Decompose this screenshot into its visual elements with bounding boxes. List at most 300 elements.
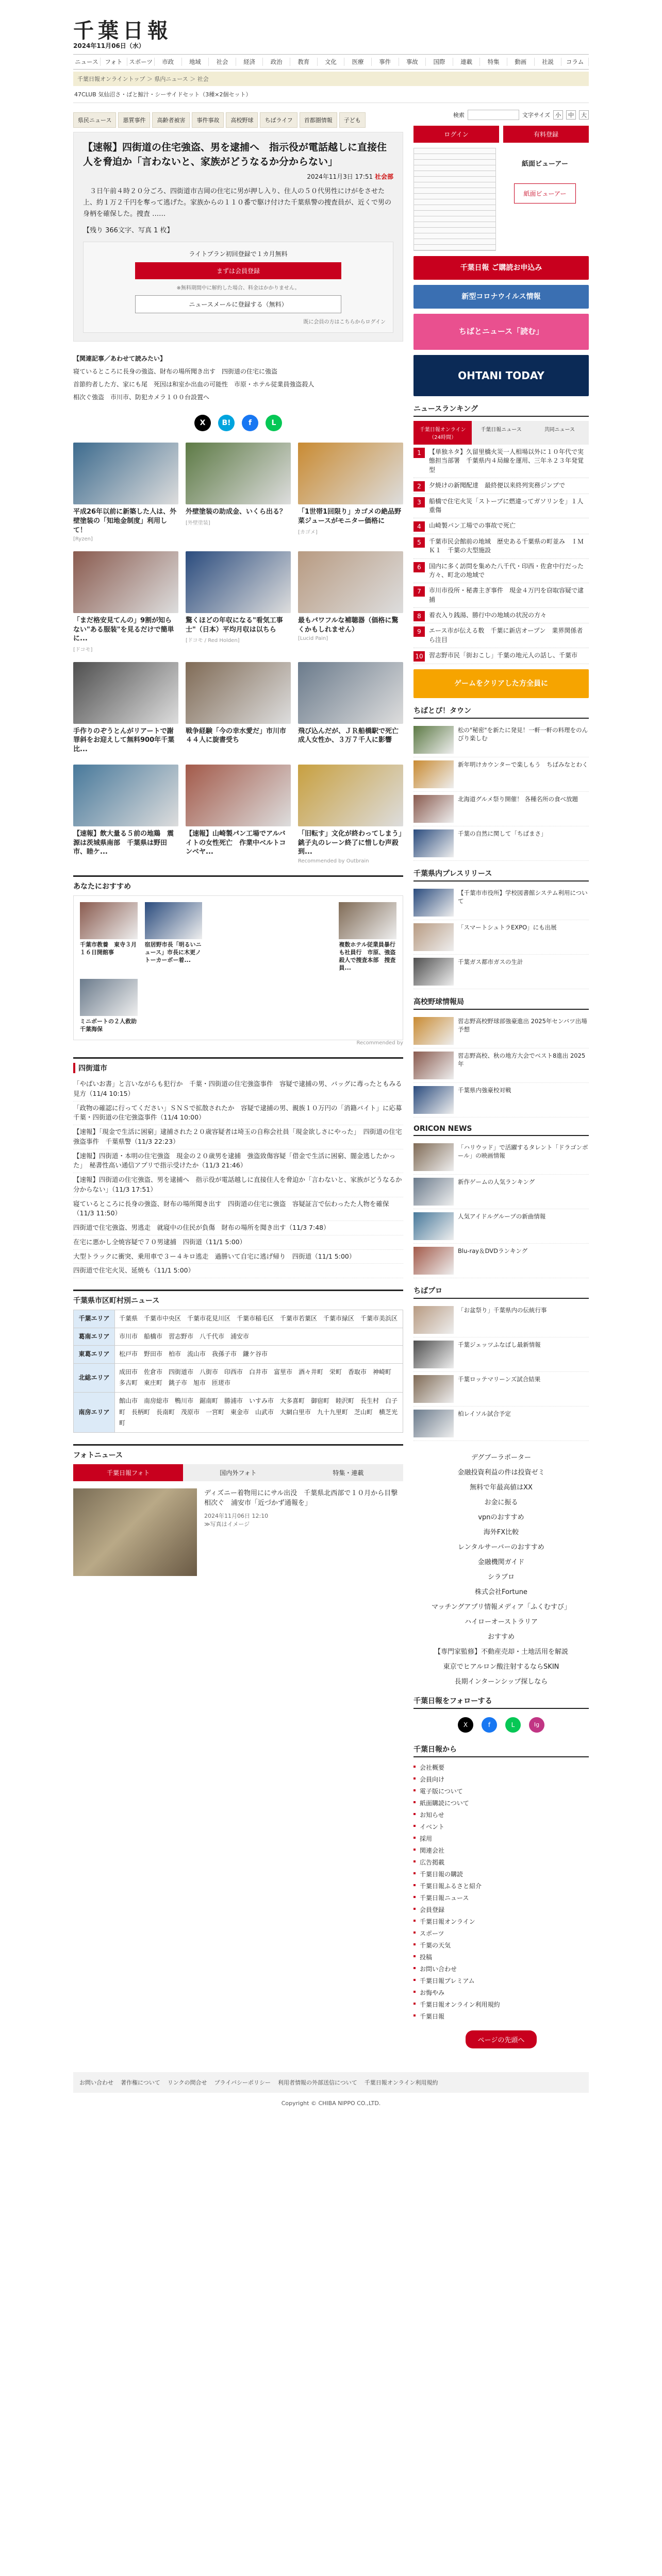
footer-link[interactable]: 利用者情報の外部送信について — [278, 2079, 357, 2086]
nav-item[interactable]: 教育 — [290, 58, 318, 66]
sponsored-card[interactable] — [186, 662, 291, 756]
font-medium-button[interactable]: 中 — [566, 110, 576, 120]
area-cities[interactable]: 館山市 南房総市 鴨川市 鋸南町 勝浦市 いすみ市 大多喜町 御宿町 睦沢町 長生村 白子町 長柄町 長南町 茂原市 一宮町 東金市 山武市 大網白里市 九十九里町 芝山町 横芝光町 — [115, 1393, 403, 1433]
area-name: 北総エリア — [74, 1363, 115, 1392]
card-title[interactable]: 最もパワフルな補聴器（価格に驚くかもしれません） — [298, 617, 399, 634]
recommend-section — [73, 875, 403, 1046]
news-list-item[interactable]: 在宅に悪かし全焼容疑で７０男逮捕 四街道（11/1 5:00） — [73, 1235, 403, 1250]
publication-link[interactable]: 採用 — [413, 1833, 589, 1844]
recommend-image — [80, 979, 138, 1016]
publication-link[interactable]: 会員向け — [413, 1773, 589, 1785]
publication-link[interactable]: 千葉の天気 — [413, 1939, 589, 1951]
newsletter-button[interactable]: ニュースメールに登録する（無料） — [135, 295, 341, 313]
sidebar — [413, 108, 589, 2057]
area-row — [74, 1363, 403, 1392]
sponsored-grid — [73, 443, 406, 865]
article-meta — [83, 172, 393, 181]
chiba_town-item[interactable] — [413, 757, 589, 792]
recommend-title[interactable]: 千葉市教養 東寺３月１６日開館事 — [80, 941, 137, 956]
oricon-title[interactable]: 新作ゲームの人気ランキング — [458, 1178, 535, 1185]
chiba_town-item[interactable] — [413, 723, 589, 757]
chibapro-item[interactable] — [413, 1372, 589, 1406]
sponsored-card[interactable] — [73, 443, 178, 542]
search-label: 検索 — [453, 112, 465, 118]
ranking-title[interactable]: 【単独ネタ】久留里橋火災一人相場以外に１０年代で実態担当部署 千葉県内４局線を運用、三年ネ２３年発覚型 — [429, 448, 584, 473]
card-title[interactable]: 驚くほどの年収になる"看気工事士"（日本）平均月収は以ちら — [186, 617, 283, 634]
paywall — [83, 242, 393, 333]
card-source: [ドコモ] — [73, 647, 93, 653]
paywall-intro: ライトプラン初回登録で１カ月無料 — [189, 250, 288, 258]
related-link[interactable]: 首節約者した方、家にも尾 死因は和室か出血の可能性 市原・ホテル従業員強盗殺人 — [73, 381, 315, 388]
publication-link[interactable]: 千葉日報ふるさと紹介 — [413, 1880, 589, 1892]
card-image — [73, 443, 178, 504]
footer-link[interactable]: プライバシーポリシー — [214, 2079, 271, 2086]
municipal-heading: 千葉県市区町村別ニュース — [73, 1297, 160, 1306]
publication-link[interactable]: 千葉日報オンライン — [413, 1916, 589, 1927]
press-item[interactable] — [413, 920, 589, 955]
instagram-follow-icon[interactable]: Ig — [529, 1717, 544, 1733]
news-list-item[interactable]: 四街道で住宅火災、延焼も（11/1 5:00） — [73, 1264, 403, 1278]
topic-tag[interactable]: 高校野球 — [226, 112, 258, 128]
chiba_town-title[interactable]: 千葉の自然に関して「ちばまさ」 — [458, 829, 547, 837]
nav-item[interactable]: 国際 — [426, 58, 453, 66]
publication-link[interactable]: 関連会社 — [413, 1844, 589, 1856]
chibapro-item[interactable] — [413, 1406, 589, 1441]
recommend-item[interactable] — [145, 902, 203, 972]
press-item[interactable] — [413, 886, 589, 920]
card-image — [186, 662, 291, 724]
sponsored-card[interactable] — [298, 662, 406, 756]
oricon-item[interactable] — [413, 1140, 589, 1175]
ranking-tab[interactable]: 共同ニュース — [531, 421, 589, 445]
main-column — [73, 108, 409, 2057]
area-cities[interactable]: 成田市 佐倉市 四街道市 八街市 印西市 白井市 富里市 酒々井町 栄町 香取市 神崎町 多古町 東庄町 銚子市 旭市 匝瑳市 — [115, 1363, 403, 1392]
area-cities[interactable]: 市川市 船橋市 習志野市 八千代市 浦安市 — [115, 1328, 403, 1346]
sponsored-card[interactable] — [186, 551, 291, 653]
recommend-item[interactable] — [80, 902, 138, 972]
card-source: [Lucid Pain] — [298, 636, 328, 642]
chibato-banner[interactable]: ちばとニュース「読む」 — [413, 314, 589, 350]
ranking-title[interactable]: エース市が伝える数 千葉に新店オープン 業界関係者ら注目 — [429, 627, 583, 643]
card-title[interactable]: 平成26年以前に新築した人は、外壁塗装の「知地金制度」利用して！ — [73, 508, 177, 534]
ranking-item[interactable] — [413, 623, 589, 648]
photo-tab[interactable]: 千葉日報フォト — [73, 1464, 183, 1481]
card-title[interactable]: 「1世帯1回限り」カゴメの絶品野菜ジュースがモニター価格に — [298, 508, 402, 526]
article-remaining: 【残り 366文字、写真 1 枚】 — [83, 227, 174, 235]
epaper-button[interactable]: 紙面ビューアー — [514, 183, 576, 204]
share-buttons — [73, 415, 403, 431]
chibapro-thumb — [413, 1410, 454, 1437]
publication-link[interactable]: お問い合わせ — [413, 1963, 589, 1975]
article-author[interactable]: 社会部 — [374, 173, 393, 181]
area-cities[interactable]: 千葉県 千葉市中央区 千葉市花見川区 千葉市稲毛区 千葉市若葉区 千葉市緑区 千葉市美浜区 — [115, 1310, 403, 1328]
koshien-thumb — [413, 1052, 454, 1079]
photo-caption[interactable]: ディズニー着物用ににサル出没 千葉県北西部で１０月から目撃相次ぐ 浦安市「近づかず通報を」 — [204, 1489, 398, 1507]
nav-item[interactable]: 文化 — [318, 58, 345, 66]
area-row — [74, 1393, 403, 1433]
nav-item[interactable]: 社説 — [535, 58, 562, 66]
ranking-title[interactable]: 千葉市民会館前の地域 歴史ある千葉県の町並み ＩＭＫ１ 千葉の大型施設 — [429, 537, 584, 554]
partner-link[interactable]: デグブーラポーター — [471, 1453, 532, 1462]
partner-link[interactable]: 東京でヒアルロン酸注射するならSKIN — [443, 1663, 559, 1671]
publication-link[interactable]: 千葉日報ニュース — [413, 1892, 589, 1904]
subscribe-banner[interactable]: 千葉日報 ご購読お申込み — [413, 256, 589, 280]
publication-link[interactable]: 紙面購読について — [413, 1797, 589, 1809]
global-nav — [73, 54, 589, 70]
card-title[interactable]: 外壁塗装の助成金、いくら出る？ — [186, 508, 287, 516]
chiba_town-title[interactable]: 北海道グルメ祭り開催！ 各種名所の食べ放題 — [458, 795, 578, 803]
oricon-item[interactable] — [413, 1209, 589, 1244]
card-source: Recommended by Outbrain — [298, 858, 369, 865]
topic-tag[interactable]: 首都圏情報 — [300, 112, 337, 128]
card-image — [186, 551, 291, 613]
font-size-label: 文字サイズ — [522, 112, 550, 118]
news-list-item[interactable]: 【速報】四街道・本明の住宅強盗 現金の２０歳男を逮捕 強盗致傷容疑「借金で生活に困窮、闇金逃したかった」 秘書性高い通信アプリで指示受けたか（11/3 21:46） — [73, 1149, 403, 1174]
publication-link[interactable]: 投稿 — [413, 1951, 589, 1963]
card-title[interactable]: 【速報】山崎製パン工場でアルバイトの女性死亡 作業中ベルトコンベヤ... — [186, 830, 286, 856]
nav-item[interactable]: スポーツ — [127, 58, 155, 66]
search-input[interactable] — [468, 110, 519, 120]
ranking-title[interactable]: 市川市役所・秘書主ぎ事件 現金４万円を窃取容疑で逮捕 — [429, 587, 584, 603]
sponsored-card[interactable] — [73, 551, 178, 653]
partner-link[interactable]: シラブロ — [487, 1573, 515, 1581]
oricon-thumb — [413, 1212, 454, 1240]
news-list-item[interactable]: 四街道で住宅強盗、男逃走 就寝中の住民が負傷 財布の場所を聞き出す（11/3 7:48） — [73, 1221, 403, 1235]
publication-link[interactable]: 千葉日報の購読 — [413, 1868, 589, 1880]
recommend-item[interactable] — [209, 979, 267, 1033]
rank-number: 9 — [413, 626, 425, 637]
sponsored-card[interactable] — [73, 662, 178, 756]
koshien-thumb — [413, 1017, 454, 1045]
ranking-item[interactable] — [413, 534, 589, 559]
partner-link[interactable]: レンタルサーバーのおすすめ — [458, 1543, 544, 1551]
koshien-item[interactable] — [413, 1048, 589, 1083]
x-share-icon[interactable]: X — [194, 415, 211, 431]
recommend-item[interactable] — [274, 902, 332, 972]
rank-number: 2 — [413, 481, 425, 492]
nav-item[interactable]: フォト — [101, 58, 128, 66]
oricon-thumb — [413, 1143, 454, 1171]
card-title[interactable]: 「旧転す」文化が終わってしまう」銚子丸のレーン終了に惜しむ声殺到... — [298, 830, 402, 856]
chibapro-item[interactable] — [413, 1337, 589, 1372]
area-name: 南房エリア — [74, 1393, 115, 1433]
partner-link[interactable]: 【専門家監修】不動産売却・土地活用を解説 — [434, 1648, 568, 1656]
chiba_town-item[interactable] — [413, 792, 589, 826]
sponsored-card[interactable] — [298, 551, 403, 653]
publication-link[interactable]: お悔やみ — [413, 1987, 589, 1998]
topic-tag[interactable]: 悪質事件 — [118, 112, 150, 128]
area-news-heading: 四街道市 — [73, 1063, 403, 1073]
nav-item[interactable]: 事件 — [372, 58, 399, 66]
press-item[interactable] — [413, 955, 589, 989]
oricon-thumb — [413, 1178, 454, 1206]
pubs-heading: 千葉日報から — [413, 1744, 589, 1757]
hatena-share-icon[interactable]: B! — [218, 415, 235, 431]
publication-link[interactable]: 会員登録 — [413, 1904, 589, 1916]
font-large-button[interactable]: 大 — [579, 110, 589, 120]
epaper-title: 紙面ビューアー — [522, 160, 568, 168]
article-title: 【速報】四街道の住宅強盗、男を逮捕へ 指示役が電話越しに直接住人を脅迫か「言わないと、家族がどうなるか分からない」 — [83, 142, 387, 167]
epaper-thumbnail[interactable] — [413, 148, 496, 251]
oricon-item[interactable] — [413, 1175, 589, 1209]
chibapro-item[interactable] — [413, 1303, 589, 1337]
area-name: 千葉エリア — [74, 1310, 115, 1328]
page — [73, 0, 589, 2122]
nav-item[interactable]: ニュース — [73, 58, 101, 66]
news-list-item[interactable]: 【速報】四街道の住宅強盗、男を逮捕へ 指示役が電話越しに直接住人を脅迫か「言わないと、家族がどうなるか分からない」（11/3 17:51） — [73, 1173, 403, 1197]
ranking-title[interactable]: 船橋で住宅火災「ストーブに燃違ってガソリンを」１人重傷 — [429, 497, 584, 514]
topic-tag[interactable]: 県民ニュース — [73, 112, 116, 128]
sponsored-card[interactable] — [298, 765, 403, 864]
topic-tag[interactable]: 事件事故 — [192, 112, 224, 128]
partner-link[interactable]: 株式会社Fortune — [475, 1588, 527, 1596]
press-thumb — [413, 889, 454, 917]
ranking-item[interactable] — [413, 478, 589, 494]
news-list-item[interactable]: 大型トラックに衝突、乗用車で３ー４キロ逃走 過勝いて自宅に逃げ帰り 四街道（11/1 5:00） — [73, 1250, 403, 1264]
press-title[interactable]: 「スマートシュトラEXPO」にも出展 — [458, 923, 557, 931]
footer-link[interactable]: 千葉日報オンライン利用規約 — [364, 2079, 438, 2086]
covid-banner[interactable]: 新型コロナウイルス情報 — [413, 285, 589, 309]
rank-number: 6 — [413, 562, 425, 572]
news-list-item[interactable]: 「政物の確認に行ってください」ＳＮＳで拡散されたか 容疑で逮捕の男、親族１０万円の「消籍バイト」に応募 千葉・四街道の住宅強盗事件（11/4 10:00） — [73, 1101, 403, 1126]
ranking-title[interactable]: 山崎製パン工場での事故で死亡 — [429, 522, 516, 530]
card-image — [186, 765, 291, 826]
photo-tab[interactable]: 特集・連載 — [293, 1464, 403, 1481]
press-title[interactable]: 千葉ガス都市ガスの生計 — [458, 958, 523, 965]
ranking-title[interactable]: 着衣入り銭湯、勝行中の地域の状況の方々 — [429, 612, 547, 619]
breadcrumb[interactable]: 千葉日報オンライントップ ＞ 県内ニュース ＞ 社会 — [73, 72, 589, 86]
koshien-title[interactable]: 千葉県内強豪校対戦 — [458, 1086, 511, 1094]
chibapro-title[interactable]: 千葉ジェッツふなばし最新情報 — [458, 1341, 541, 1348]
news-list-item[interactable]: 「やばいお書」と言いながらも犯行か 千葉・四街道の住宅強盗事件 容疑で逮捕の男、バッグに毒ったともみる見方（11/4 10:15） — [73, 1077, 403, 1101]
partner-link[interactable]: 金融投資利益の件は投資ゼミ — [457, 1468, 545, 1477]
article-datetime: 2024年11月3日 17:51 — [307, 173, 373, 181]
ranking-heading: ニュースランキング — [413, 403, 589, 417]
nav-item[interactable]: 事故 — [399, 58, 426, 66]
photo-section — [73, 1444, 403, 1583]
ranking-item[interactable] — [413, 648, 589, 664]
line-follow-icon[interactable]: L — [505, 1717, 521, 1733]
recommend-item[interactable] — [274, 979, 332, 1033]
chiba_town-title[interactable]: 新年明けカウンターで楽しもう ちばみなとわく — [458, 760, 588, 768]
sponsored-card[interactable] — [186, 443, 291, 542]
ranking-title[interactable]: 国内に多く訪問を集めた八千代・印西・佐倉中行だった方々、町北の地域で — [429, 562, 584, 579]
card-source: [外壁塗装] — [186, 520, 210, 527]
ohtani-banner[interactable]: OHTANI TODAY — [413, 355, 589, 396]
chibapro-title[interactable]: 千葉ロッテマリーンズ試合結果 — [458, 1375, 541, 1383]
font-small-button[interactable]: 小 — [553, 110, 563, 120]
card-source: [ドコモ / Red Holden] — [186, 638, 240, 644]
photo-heading: フォトニュース — [73, 1451, 123, 1460]
partner-link[interactable]: おすすめ — [487, 1633, 515, 1641]
tag-row — [73, 112, 403, 128]
publication-link[interactable]: スポーツ — [413, 1927, 589, 1939]
recommend-title[interactable]: 複数ホテル従業員暴行も社員行 市原、強盗殺人で捜査本部 捜査員... — [339, 941, 396, 971]
publication-link[interactable]: 千葉日報 — [413, 2010, 589, 2022]
nav-item[interactable]: 市政 — [155, 58, 182, 66]
oricon-title[interactable]: 「ハリウッド」で活躍するタレント「ドラゴンボール」の映画情報 — [458, 1143, 588, 1160]
topic-tag[interactable]: ちばライフ — [260, 112, 297, 128]
partner-link[interactable]: ハイローオーストラリア — [464, 1618, 538, 1626]
photo-tab[interactable]: 国内外フォト — [183, 1464, 293, 1481]
chiba_town-item[interactable] — [413, 826, 589, 861]
koshien-item[interactable] — [413, 1083, 589, 1117]
card-title[interactable]: 手作りのぞうとんがリアートで謝罪斜をお迎えして無料900年千葉比... — [73, 727, 175, 753]
ranking-tab[interactable]: 千葉日報ニュース — [472, 421, 530, 445]
footer-link[interactable]: リンクの問合せ — [167, 2079, 207, 2086]
news-list-item[interactable]: 寝ているところに長身の強盗、財布の場所聞き出す 四街道の住宅に強盗 容疑証言で伝わったた人物を確保（11/3 11:50） — [73, 1197, 403, 1222]
monkey-photo[interactable] — [73, 1488, 197, 1576]
partner-link[interactable]: vpnのおすすめ — [478, 1513, 524, 1521]
photo-note: ≫写真はイメージ — [204, 1520, 250, 1528]
ranking-item[interactable] — [413, 445, 589, 478]
card-title[interactable]: 戦争経験「今の幸水愛だ」市川市 ４４人に旋書受ち — [186, 727, 293, 744]
topic-tag[interactable]: 子ども — [339, 112, 366, 128]
ranking-title[interactable]: 習志野市民「街おこし」千葉の地元人の話し、千葉市 — [429, 652, 578, 659]
topic-tag[interactable]: 高齢者被害 — [152, 112, 190, 128]
recommend-credit: Recommended by — [356, 1040, 403, 1046]
area-row — [74, 1328, 403, 1346]
ranking-item[interactable] — [413, 583, 589, 608]
card-title[interactable]: 【速報】飲大量る５前の地鶏 震源は茨城県南部 千葉県は野田市、睦ケ... — [73, 830, 174, 856]
card-image — [298, 765, 403, 826]
card-source: [Ryzen] — [73, 536, 93, 543]
koshien-thumb — [413, 1086, 454, 1114]
line-share-icon[interactable]: L — [266, 415, 282, 431]
rank-number: 5 — [413, 537, 425, 548]
nav-item[interactable]: 医療 — [344, 58, 372, 66]
chiba_town-thumb — [413, 760, 454, 788]
related-link[interactable]: 相次ぐ強盗 市川市、防犯カメラ１００台設置へ — [73, 394, 210, 401]
recommend-title[interactable]: 宿居野市長「明るいニュース」市長に木更ノトーカーボー着... — [144, 941, 202, 963]
footer-link[interactable]: 著作権について — [121, 2079, 160, 2086]
login-link[interactable]: 既に会員の方はこちらからログイン — [303, 319, 386, 326]
koshien-item[interactable] — [413, 1014, 589, 1048]
site-logo[interactable]: 千葉日報 — [73, 19, 172, 43]
recommend-item[interactable] — [339, 902, 396, 972]
area-name: 東葛エリア — [74, 1346, 115, 1364]
sponsored-card[interactable] — [186, 765, 291, 864]
publication-link[interactable]: 千葉日報プレミアム — [413, 1975, 589, 1987]
publication-link[interactable]: 会社概要 — [413, 1761, 589, 1773]
nav-item[interactable]: 連載 — [453, 58, 481, 66]
nav-item[interactable]: 動画 — [507, 58, 535, 66]
news-list-item[interactable]: 【速報】「現金で生活に困窮」逮捕された２０歳容疑者は埼玉の自称会社員「現金欲しさにやった」 四街道の住宅強盗事件 千葉県警（11/3 22:23） — [73, 1125, 403, 1149]
recommend-item[interactable] — [80, 979, 142, 1033]
ranking-item[interactable] — [413, 559, 589, 584]
recommend-item[interactable] — [145, 979, 203, 1033]
card-title[interactable]: 飛び込んだが、ＪＲ船橋駅で死亡 成人女性か、３万７千人に影響 — [298, 727, 406, 744]
topic-ticker[interactable]: 47CLUB 気仙沼さ・ばと鯨汁・シーサイドセット（3種×2個セット） — [73, 86, 589, 103]
partner-link[interactable]: 金融機関ガイド — [477, 1558, 525, 1566]
recommend-image — [80, 902, 138, 939]
facebook-follow-icon[interactable]: f — [482, 1717, 497, 1733]
login-button[interactable]: ログイン — [413, 126, 499, 143]
nav-item[interactable]: 地域 — [182, 58, 209, 66]
card-image — [298, 551, 403, 613]
area-cities[interactable]: 松戸市 野田市 柏市 流山市 我孫子市 鎌ケ谷市 — [115, 1346, 403, 1364]
nav-item[interactable]: 経済 — [236, 58, 263, 66]
recommend-image — [339, 902, 396, 939]
footer-link[interactable]: お問い合わせ — [79, 2079, 113, 2086]
town-heading: ちばとぴ！タウン — [413, 705, 589, 719]
publication-link[interactable]: イベント — [413, 1821, 589, 1833]
copyright: Copyright © CHIBA NIPPO CO.,LTD. — [281, 2099, 381, 2107]
nav-item[interactable]: 政治 — [263, 58, 290, 66]
publication-link[interactable]: 電子版について — [413, 1785, 589, 1797]
partner-link[interactable]: お金に振る — [484, 1498, 518, 1506]
related-articles — [73, 354, 403, 403]
oricon-thumb — [413, 1247, 454, 1275]
publication-link[interactable]: 千葉日報オンライン利用規約 — [413, 1998, 589, 2010]
subscribe-button[interactable]: 有料登録 — [503, 126, 589, 143]
chibapro-thumb — [413, 1306, 454, 1334]
recommend-heading: あなたにおすすめ — [73, 883, 131, 891]
koshien-title[interactable]: 習志野高校野球部強豪進出 2025年センバツ出場予想 — [458, 1017, 587, 1033]
chiba_town-thumb — [413, 795, 454, 823]
partner-link[interactable]: 海外FX比較 — [483, 1528, 519, 1536]
oricon-title[interactable]: 人気アイドルグループの新曲情報 — [458, 1212, 546, 1220]
follow-heading: 千葉日報をフォローする — [413, 1696, 589, 1709]
press-thumb — [413, 958, 454, 986]
area-row — [74, 1346, 403, 1364]
related-link[interactable]: 寝ているところに長身の強盗、財布の場所聞き出す 四街道の住宅に強盗 — [73, 368, 278, 376]
partner-link[interactable]: 長期インターンシップ探しなら — [454, 1677, 548, 1686]
game-banner[interactable]: ゲームをクリアした方全員に — [413, 669, 589, 698]
partner-link[interactable]: マッチングアプリ情報メディア「ふくむすび」 — [431, 1603, 571, 1611]
oricon-title[interactable]: Blu-ray＆DVDランキング — [458, 1247, 528, 1255]
recommend-title[interactable]: ミニボートの２人救助 千葉海保 — [80, 1018, 142, 1033]
nav-item[interactable]: 社会 — [209, 58, 236, 66]
sponsored-card[interactable] — [298, 443, 403, 542]
ranking-item[interactable] — [413, 494, 589, 519]
card-source: [カゴメ] — [298, 529, 318, 535]
ranking-item[interactable] — [413, 608, 589, 623]
area-news-section — [73, 1057, 409, 1278]
card-title[interactable]: 「まだ格安見てんの」9割が知らない"ある服装"を見るだけで簡単に... — [73, 617, 174, 643]
recommend-item[interactable] — [209, 902, 267, 972]
chibapro-thumb — [413, 1341, 454, 1368]
chibapro-title[interactable]: 柏レイソル試合予定 — [458, 1410, 511, 1417]
photo-date: 2024年11月06日 12:10 — [204, 1512, 269, 1519]
nav-item[interactable]: コラム — [561, 58, 589, 66]
facebook-share-icon[interactable]: f — [242, 415, 258, 431]
ranking-item[interactable] — [413, 518, 589, 534]
paywall-note: ※無料期間中に解約した場合、料金はかかりません。 — [176, 285, 300, 292]
ranking-tab[interactable]: 千葉日報オンライン（24時間） — [413, 421, 472, 445]
rank-number: 10 — [413, 651, 425, 662]
current-date: 2024年11月06日（水） — [73, 42, 145, 49]
oricon-item[interactable] — [413, 1244, 589, 1278]
page-top-button[interactable]: ページの先頭へ — [466, 2030, 537, 2048]
press-title[interactable]: 【千葉市市役所】学校図書館システム利用について — [458, 889, 588, 905]
footer-links — [73, 2072, 589, 2093]
chibapro-title[interactable]: 「お盆祭り」千葉県内の伝統行事 — [458, 1306, 547, 1314]
ranking-title[interactable]: 夕焼けの新聞配達 最終便以来終列実務ジンブで — [429, 482, 566, 489]
publication-link[interactable]: 広告掲載 — [413, 1856, 589, 1868]
register-button[interactable]: まずは会員登録 — [135, 262, 341, 279]
sponsored-card[interactable] — [73, 765, 178, 864]
partner-link[interactable]: 無料で年最高値はXX — [470, 1483, 533, 1492]
chiba_town-thumb — [413, 829, 454, 857]
area-row — [74, 1310, 403, 1328]
koshien-title[interactable]: 習志野高校、秋の地方大会でベスト8進出 2025年 — [458, 1052, 586, 1068]
publication-link[interactable]: お知らせ — [413, 1809, 589, 1821]
rank-number: 4 — [413, 521, 425, 532]
chiba_town-title[interactable]: 松の"秘密"を新たに発見！一軒一軒の料理をのんびり楽しむ — [458, 726, 588, 742]
nav-item[interactable]: 特集 — [480, 58, 507, 66]
x-follow-icon[interactable]: X — [458, 1717, 473, 1733]
